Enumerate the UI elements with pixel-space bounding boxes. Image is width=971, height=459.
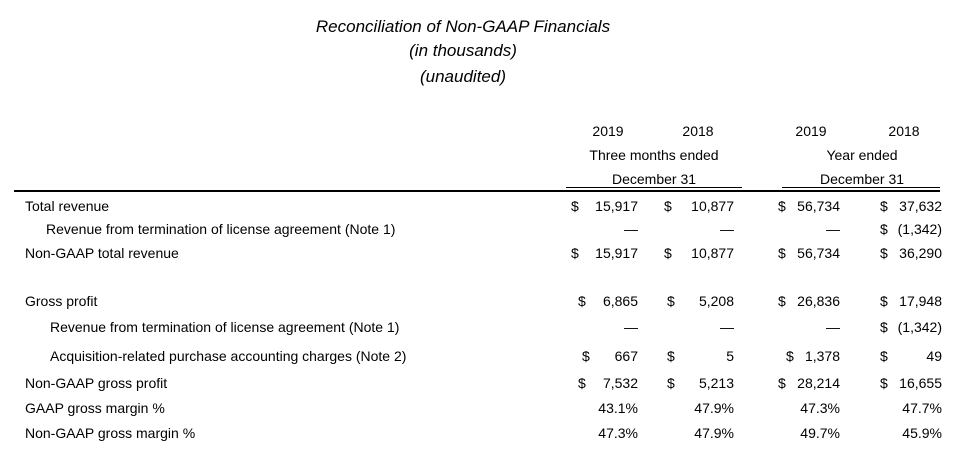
value-revenue-termination-y2018: (1,342) [897,221,942,237]
value-gp-revenue-termination-y2018: (1,342) [897,319,942,335]
row-label-nongaap-total-revenue: Non-GAAP total revenue [25,245,179,261]
header-period-three-months: Three months ended [589,147,719,163]
currency-symbol: $ [880,293,888,309]
currency-symbol: $ [880,221,888,237]
value-revenue-termination-y2019: — [826,221,840,237]
row-label-revenue-termination: Revenue from termination of license agreement (Note 1) [46,221,396,237]
value-nongaap-gross-profit-y2018: 16,655 [899,375,942,391]
value-nongaap-gross-profit-q2018: 5,213 [698,375,734,391]
currency-symbol: $ [664,245,672,261]
currency-symbol: $ [667,375,675,391]
value-nongaap-total-revenue-y2018: 36,290 [899,245,942,261]
value-acquisition-charges-y2019: 1,378 [804,348,840,364]
currency-symbol: $ [571,198,579,214]
row-label-gross-profit: Gross profit [25,293,98,309]
header-year-q-2019: 2019 [592,123,624,139]
currency-symbol: $ [880,375,888,391]
value-gp-revenue-termination-q2018: — [720,319,734,335]
value-nongaap-gross-margin-q2018: 47.9% [694,425,734,441]
currency-symbol: $ [778,198,786,214]
report-subtitle-audit: (unaudited) [419,67,506,86]
currency-symbol: $ [880,198,888,214]
value-nongaap-gross-profit-y2019: 28,214 [797,375,840,391]
value-nongaap-gross-margin-q2019: 47.3% [598,425,638,441]
value-revenue-termination-q2018: — [720,221,734,237]
currency-symbol: $ [778,293,786,309]
value-acquisition-charges-y2018: 49 [926,348,942,364]
header-period-year: Year ended [826,147,898,163]
currency-symbol: $ [578,375,586,391]
value-gp-revenue-termination-q2019: — [624,319,638,335]
table-top-rule [14,190,940,192]
currency-symbol: $ [778,375,786,391]
value-nongaap-gross-margin-y2018: 45.9% [902,425,942,441]
currency-symbol: $ [880,319,888,335]
currency-symbol: $ [880,245,888,261]
value-gross-profit-y2018: 17,948 [899,293,942,309]
currency-symbol: $ [578,293,586,309]
row-label-total-revenue: Total revenue [25,198,110,214]
header-year-y-2018: 2018 [888,123,920,139]
value-total-revenue-y2018: 37,632 [899,198,942,214]
header-underline-three-months [566,187,742,188]
report-subtitle-units: (in thousands) [409,41,517,60]
value-total-revenue-q2019: 15,917 [595,198,638,214]
value-gross-profit-y2019: 26,836 [797,293,840,309]
value-gaap-gross-margin-y2018: 47.7% [902,400,942,416]
report-title: Reconciliation of Non-GAAP Financials [315,17,611,36]
value-nongaap-gross-margin-y2019: 49.7% [800,425,840,441]
value-gaap-gross-margin-q2018: 47.9% [694,400,734,416]
value-nongaap-total-revenue-y2019: 56,734 [797,245,840,261]
value-gaap-gross-margin-q2019: 43.1% [598,400,638,416]
value-gross-profit-q2019: 6,865 [602,293,638,309]
value-gaap-gross-margin-y2019: 47.3% [800,400,840,416]
header-date-three-months: December 31 [611,171,697,187]
header-year-q-2018: 2018 [682,123,714,139]
value-nongaap-total-revenue-q2019: 15,917 [595,245,638,261]
row-label-acquisition-charges: Acquisition-related purchase accounting charges (Note 2) [50,348,407,364]
currency-symbol: $ [664,198,672,214]
value-total-revenue-q2018: 10,877 [691,198,734,214]
value-revenue-termination-q2019: — [624,221,638,237]
header-year-y-2019: 2019 [795,123,827,139]
row-label-nongaap-gross-margin: Non-GAAP gross margin % [25,425,196,441]
value-nongaap-total-revenue-q2018: 10,877 [691,245,734,261]
value-total-revenue-y2019: 56,734 [797,198,840,214]
header-underline-year [782,187,940,188]
header-date-year: December 31 [819,171,905,187]
value-gross-profit-q2018: 5,208 [698,293,734,309]
row-label-nongaap-gross-profit: Non-GAAP gross profit [25,375,168,391]
row-label-gaap-gross-margin: GAAP gross margin % [25,400,165,416]
currency-symbol: $ [786,348,794,364]
currency-symbol: $ [582,348,590,364]
currency-symbol: $ [667,293,675,309]
currency-symbol: $ [778,245,786,261]
value-nongaap-gross-profit-q2019: 7,532 [602,375,638,391]
value-gp-revenue-termination-y2019: — [826,319,840,335]
currency-symbol: $ [667,348,675,364]
row-label-revenue-termination: Revenue from termination of license agreement (Note 1) [50,319,400,335]
value-acquisition-charges-q2018: 5 [726,348,734,364]
currency-symbol: $ [880,348,888,364]
value-acquisition-charges-q2019: 667 [614,348,638,364]
currency-symbol: $ [571,245,579,261]
